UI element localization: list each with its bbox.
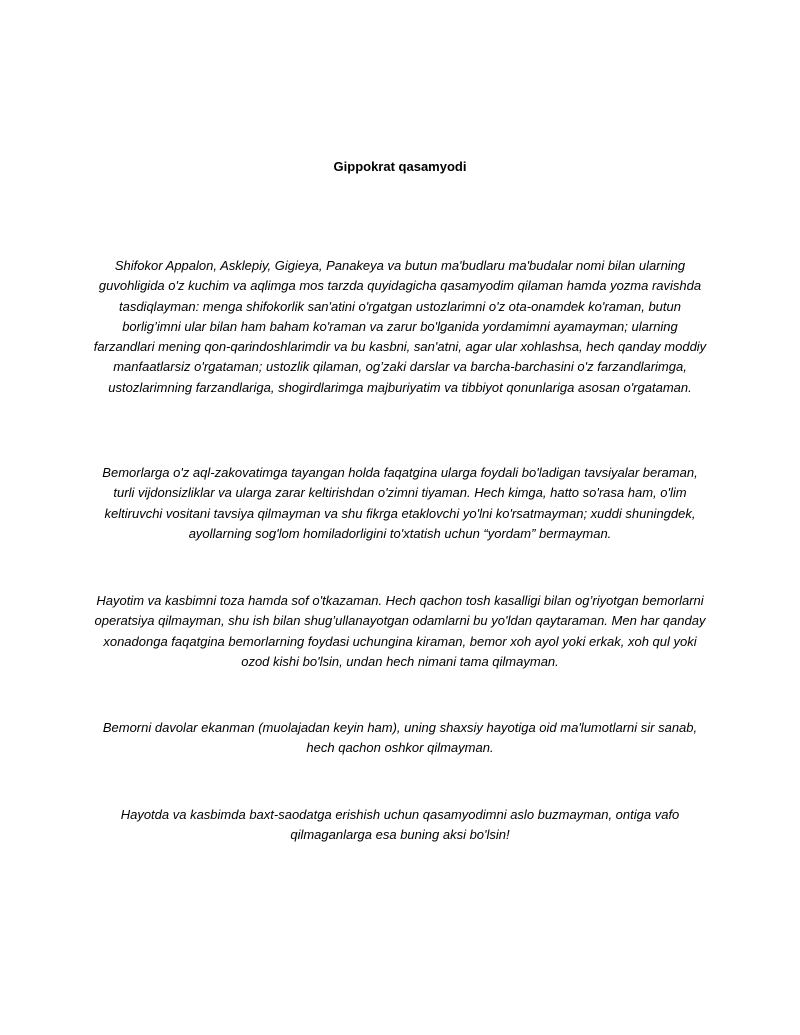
oath-paragraph-4: Bemorni davolar ekanman (muolajadan keyin ham), uning shaxsiy hayotiga oid ma'lumotlarni sir sanab, hech qachon oshkor qilmayman. xyxy=(102,720,698,756)
oath-paragraph-1: Shifokor Appalon, Asklepiy, Gigieya, Panakeya va butun ma'budlaru ma'budalar nomi bilan ularning guvohligida o'z kuchim va aqlimga mos tarzda quyidagicha qasamyodim qilaman hamda yozma ravishda tasdiqlayman: menga shifokorlik san'atini o'rgatgan ustozlarimni o'z ota-onamdek ko'raman, butun borlig’imni ular bilan ham baham ko'raman va zarur bo'lganida yordamimni ayamayman; ularning farzandlari mening qon-qarindoshlarimdir va bu kasbni, san'atni, agar ular xohlashsa, hech qanday moddiy manfaatlarsiz o'rgataman; ustozlik qilaman, og’zaki darslar va barcha-barchasini o'z farzandlarimga, ustozlarimning farzandlariga, shogirdlarimga majburiyatim va tibbiyot qonunlariga asosan o'rgataman. xyxy=(93,258,707,395)
oath-paragraph-3: Hayotim va kasbimni toza hamda sof o'tkazaman. Hech qachon tosh kasalligi bilan og’riyotgan bemorlarni operatsiya qilmayman, shu ish bilan shug’ullanayotgan odamlarni bu yo'ldan qaytaraman. Men har qanday xonadonga faqatgina bemorlarning foydasi uchungina kiraman, bemor xoh ayol yoki erkak, xoh qul yoki ozod kishi bo'lsin, undan hech nimani tama qilmayman. xyxy=(94,593,706,669)
oath-paragraph-5: Hayotda va kasbimda baxt-saodatga erishish uchun qasamyodimni aslo buzmayman, ontiga vafo qilmaganlarga esa buning aksi bo'lsin! xyxy=(120,807,680,843)
document-title: Gippokrat qasamyodi xyxy=(333,159,467,174)
oath-paragraph-2: Bemorlarga o'z aql-zakovatimga tayangan holda faqatgina ularga foydali bo'ladigan tavsiyalar beraman, turli vijdonsizliklar va ularga zarar keltirishdan o'zimni tiyaman. Hech kimga, hatto so'rasa ham, o'lim keltiruvchi vositani tavsiya qilmayman va shu fikrga etaklovchi yo'lni ko'rsatmayman; xuddi shuningdek, ayollarning sog'lom homiladorligini to'xtatish uchun “yordam” bermayman. xyxy=(102,465,698,541)
